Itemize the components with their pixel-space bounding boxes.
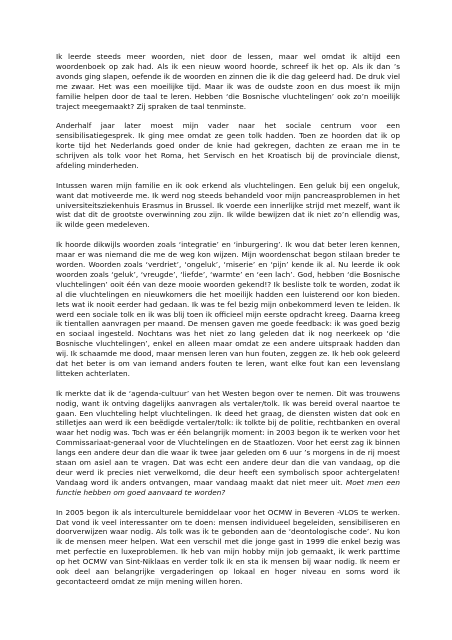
paragraph-6 xyxy=(56,508,400,587)
paragraph-4 xyxy=(56,240,400,379)
paragraph-1 xyxy=(56,52,400,111)
paragraph-2-text: Anderhalf jaar later moest mijn vader naar het sociale centrum voor een sensibilisatiegesprek. Ik ging mee omdat ze geen tolk hadden. Toen ze hoorden dat ik op korte tijd het Nederlands goed onder de knie had gekregen, dachten ze eraan me in te schrijven als tolk voor het Roma, het Servisch en het Kroatisch bij de provinciale dienst, afdeling minderheden. xyxy=(56,121,400,170)
paragraph-1-text: Ik leerde steeds meer woorden, niet door de lessen, maar wel omdat ik altijd een woordenboek op zak had. Als ik een nieuw woord hoorde, schreef ik het op. Als ik dan ’s avonds ging slapen, oefende ik de woorden en zinnen die ik die dag geleerd had. De druk viel me zwaar. Het was een moeilijke tijd. Maar ik was de oudste zoon en dus moest ik mijn familie helpen door de taal te leren. Hebben ‘die Bosnische vluchtelingen’ ook zo’n moeilijk traject meegemaakt? Zij spraken de taal tenminste. xyxy=(56,52,400,111)
paragraph-5 xyxy=(56,389,400,498)
paragraph-2 xyxy=(56,121,400,171)
paragraph-5-text: Ik merkte dat ik de ‘agenda-cultuur’ van het Westen begon over te nemen. Dit was trouwens nodig, want ik ontving dagelijks aanvragen als vertaler/tolk. Ik was bereid overal naartoe te gaan. Een vluchteling helpt vluchtelingen. Ik deed het graag, de diensten wisten dat ook en stilletjes aan werd ik een beëdigde vertaler/tolk: ik tolkte bij de politie, rechtbanken en overal waar het nodig was. Toch was er één belangrijk moment: in 2003 begon ik te werken voor het Commissariaat-generaal voor de Vluchtelingen en de Staatlozen. Voor het eerst zag ik binnen langs een andere deur dan die waar ik twee jaar geleden om 6 uur ’s morgens in de rij moest staan om asiel aan te vragen. Dat was echt een andere deur dan die van vandaag, op die deur werd ik precies niet verwelkomd, die deur heeft een symbolisch spoor achtergelaten! Vandaag word ik anders ontvangen, maar vandaag maakt dat niet meer uit. xyxy=(56,388,400,487)
paragraph-4-text: Ik hoorde dikwijls woorden zoals ‘integratie’ en ‘inburgering’. Ik wou dat beter leren kennen, maar er was niemand die me de weg kon wijzen. Mijn woordenschat begon stilaan breder te worden. Woorden zoals ‘verdriet’, ‘ongeluk’, ‘miserie’ en ‘pijn’ kende ik al. Nu leerde ik ook woorden zoals ‘geluk’, ‘vreugde’, ‘liefde’, ‘warmte’ en ‘een lach’. God, hebben ‘die Bosnische vluchtelingen’ ooit één van deze mooie woorden gekend!? Ik besliste tolk te worden, zodat ik al die vluchtelingen en nieuwkomers die het moeilijk hadden een luisterend oor kon bieden. Iets wat ik nooit eerder had gedaan. Ik was te fel bezig mijn onbekommerd leven te leiden. Ik werd een sociale tolk en ik was blij toen ik officieel mijn eerste opdracht kreeg. Daarna kreeg ik tientallen aanvragen per maand. De mensen gaven me goede feedback: ik was goed bezig en sociaal ingesteld. Nochtans was het niet zo lang geleden dat ik nog neerkeek op ‘die Bosnische vluchtelingen’, enkel en alleen maar omdat ze een andere uitspraak hadden dan wij. Ik schaamde me dood, maar mensen leren van hun fouten, zeggen ze. Ik heb ook geleerd dat het beter is om van iemand anders fouten te leren, want elke fout kan een levenslang litteken achterlaten. xyxy=(56,240,400,378)
paragraph-3-text: Intussen waren mijn familie en ik ook erkend als vluchtelingen. Een geluk bij een ongeluk, want dat motiveerde me. Ik werd nog steeds behandeld voor mijn pancreasproblemen in het universiteitsziekenhuis Erasmus in Brussel. Ik voerde een innerlijke strijd met mezelf, want ik wist dat dit de grootste overwinning zou zijn. Ik wilde bewijzen dat ik niet zo’n ellendig was, ik wilde geen medeleven. xyxy=(56,180,400,230)
paragraph-3 xyxy=(56,181,400,231)
paragraph-6-text: In 2005 begon ik als interculturele bemiddelaar voor het OCMW in Beveren -VLOS te werken. Dat vond ik veel interessanter om te doen: mensen individueel begeleiden, sensibiliseren en doorverwijzen waar nodig. Als tolk was ik te gebonden aan de ‘deontologische code’. Nu kon ik de mensen meer helpen. Wat een verschil met die jonge gast in 1999 die enkel bezig was met perfectie en luxeproblemen. Ik heb van mijn hobby mijn job gemaakt, ik werk parttime op het OCMW van Sint-Niklaas en verder tolk ik en sta ik mensen bij waar nodig. Ik neem er ook deel aan belangrijke vergaderingen op lokaal en hoger niveau en soms word ik gecontacteerd omdat ze mijn mening willen horen. xyxy=(56,507,400,586)
paragraph-5-italic-question: Moet men een functie hebben om goed aanvaard te worden? xyxy=(56,477,400,497)
